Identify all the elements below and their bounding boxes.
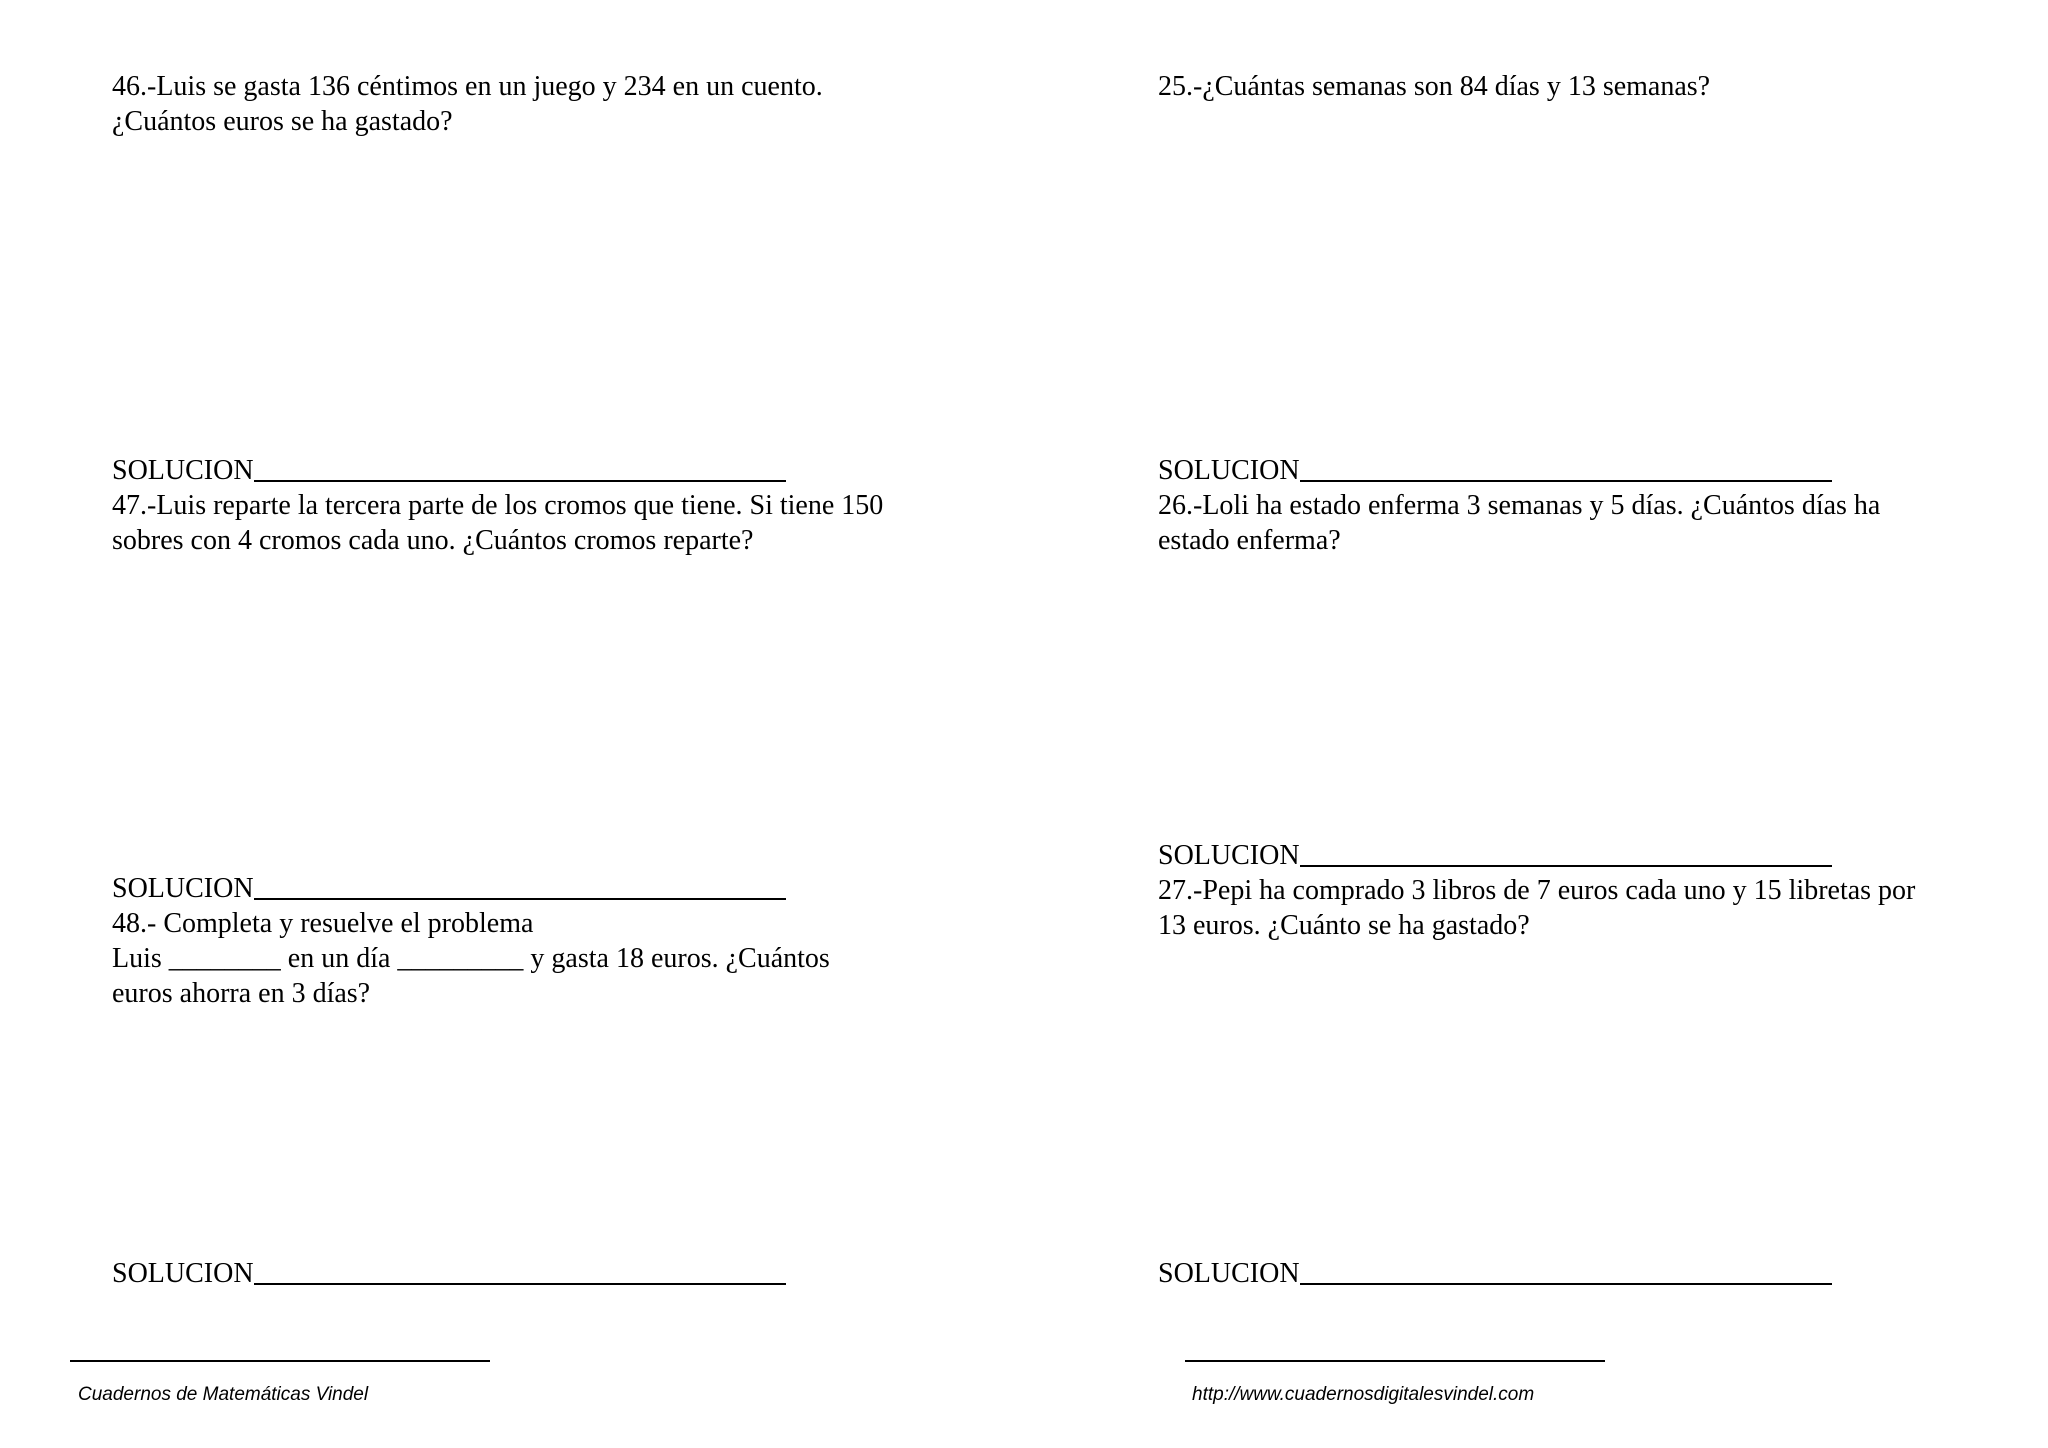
- solution-line-25: [1158, 453, 1832, 488]
- footer-left-text: Cuadernos de Matemáticas Vindel: [78, 1384, 369, 1405]
- solution-line-48: [112, 1256, 786, 1291]
- problem-48: 48.- Completa y resuelve el problema Luis ________ en un día _________ y gasta 18 euros. ¿Cuántos euros ahorra en 3 días?: [112, 908, 830, 1009]
- solution-label: SOLUCION: [1158, 840, 1300, 871]
- answer-blank[interactable]: [254, 479, 786, 482]
- footer-rule-left: [70, 1360, 490, 1362]
- solution-line-47: [112, 871, 786, 906]
- answer-blank[interactable]: [254, 1282, 786, 1285]
- solution-label: SOLUCION: [1158, 1258, 1300, 1289]
- solution-line-26: [1158, 838, 1832, 873]
- right-column: [1158, 0, 2018, 1448]
- answer-blank[interactable]: [1300, 864, 1832, 867]
- solution-label: SOLUCION: [1158, 455, 1300, 486]
- solution-label: SOLUCION: [112, 873, 254, 904]
- problem-47: 47.-Luis reparte la tercera parte de los cromos que tiene. Si tiene 150 sobres con 4 cromos cada uno. ¿Cuántos cromos reparte?: [112, 490, 884, 556]
- problem-27: 27.-Pepi ha comprado 3 libros de 7 euros cada uno y 15 libretas por 13 euros. ¿Cuánto se ha gastado?: [1158, 875, 1916, 941]
- solution-line-27: [1158, 1256, 1832, 1291]
- left-column: [112, 0, 972, 1448]
- footer-right-link[interactable]: http://www.cuadernosdigitalesvindel.com: [1192, 1384, 1535, 1405]
- solution-label: SOLUCION: [112, 455, 254, 486]
- problem-26: 26.-Loli ha estado enferma 3 semanas y 5 días. ¿Cuántos días ha estado enferma?: [1158, 490, 1881, 556]
- answer-blank[interactable]: [1300, 479, 1832, 482]
- solution-label: SOLUCION: [112, 1258, 254, 1289]
- answer-blank[interactable]: [254, 897, 786, 900]
- answer-blank[interactable]: [1300, 1282, 1832, 1285]
- solution-line-46: [112, 453, 786, 488]
- problem-25: 25.-¿Cuántas semanas son 84 días y 13 semanas?: [1158, 71, 1711, 102]
- footer-rule-right: [1185, 1360, 1605, 1362]
- problem-46: 46.-Luis se gasta 136 céntimos en un juego y 234 en un cuento. ¿Cuántos euros se ha gastado?: [112, 71, 823, 137]
